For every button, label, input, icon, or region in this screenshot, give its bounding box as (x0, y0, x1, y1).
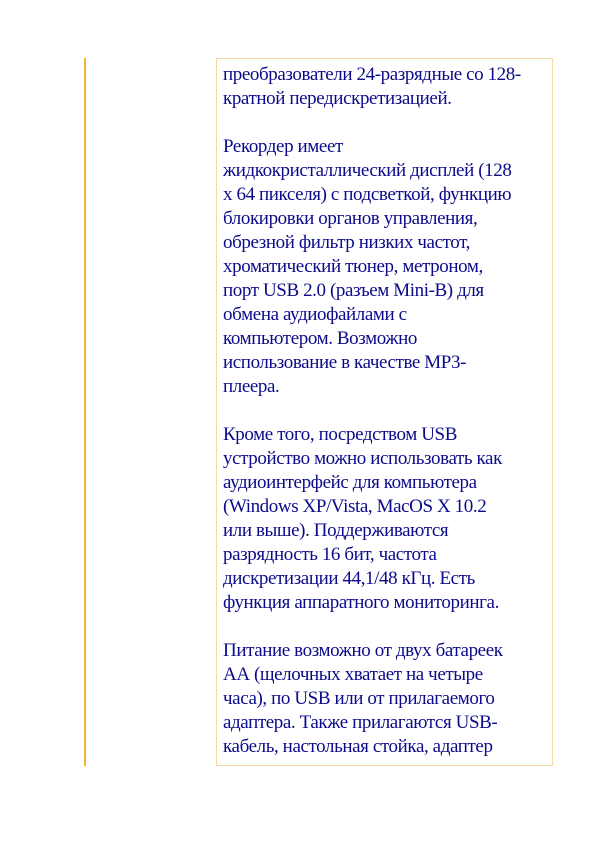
text-line: разрядность 16 бит, частота (223, 544, 437, 565)
text-column (216, 58, 553, 766)
paragraph-features (223, 135, 546, 399)
text-line: аудиоинтерфейс для компьютера (223, 472, 477, 493)
text-line: или выше). Поддерживаются (223, 520, 449, 541)
text-line: (Windows XP/Vista, MacOS X 10.2 (223, 496, 487, 517)
text-line: дискретизации 44,1/48 кГц. Есть (223, 568, 475, 589)
text-line: устройство можно использовать как (223, 448, 502, 469)
left-accent-rule (84, 58, 86, 766)
text-line: функция аппаратного мониторинга. (223, 592, 499, 613)
text-line: х 64 пикселя) с подсветкой, функцию (223, 184, 512, 205)
text-line: компьютером. Возможно (223, 328, 417, 349)
text-line: обрезной фильтр низких частот, (223, 232, 470, 253)
text-line: обмена аудиофайлами с (223, 304, 407, 325)
text-line: Рекордер имеет (223, 136, 343, 157)
paragraph-usb-interface (223, 423, 546, 615)
text-line: Кроме того, посредством USB (223, 424, 457, 445)
text-line: блокировки органов управления, (223, 208, 478, 229)
text-line: кабель, настольная стойка, адаптер (223, 736, 493, 757)
text-line: плеера. (223, 376, 280, 397)
text-line: порт USB 2.0 (разъем Mini-B) для (223, 280, 484, 301)
text-line: использование в качестве MP3- (223, 352, 466, 373)
paragraph-converters (223, 63, 546, 111)
text-line: кратной передискретизацией. (223, 88, 452, 109)
text-line: Питание возможно от двух батареек (223, 640, 503, 661)
text-line: АА (щелочных хватает на четыре (223, 664, 483, 685)
text-line: адаптера. Также прилагаются USB- (223, 712, 498, 733)
text-line: часа), по USB или от прилагаемого (223, 688, 495, 709)
text-line: преобразователи 24-разрядные со 128- (223, 64, 521, 85)
text-line: жидкокристаллический дисплей (128 (223, 160, 512, 181)
text-line: хроматический тюнер, метроном, (223, 256, 483, 277)
paragraph-power (223, 639, 546, 759)
